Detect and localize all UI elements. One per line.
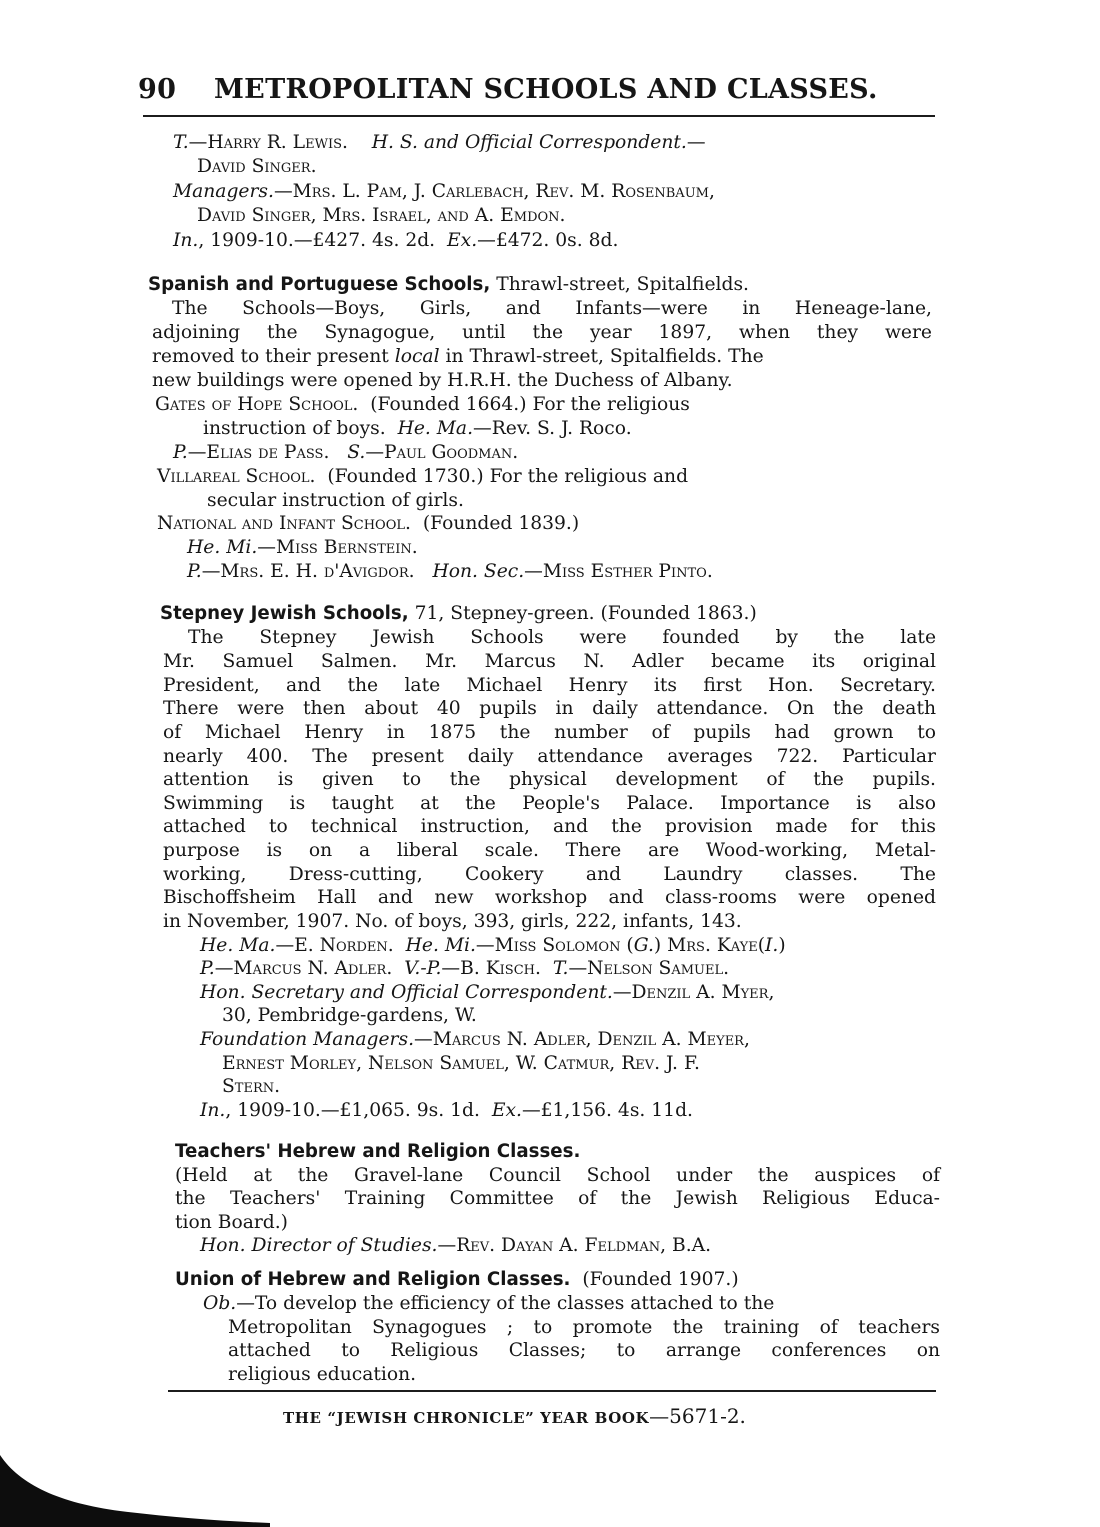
stepney-foundation-line3: Stern.	[222, 1076, 281, 1097]
union-ob-text: —To develop the efficiency of the classes attached to the	[236, 1293, 775, 1314]
expense-value: —£472. 0s. 8d.	[477, 230, 619, 251]
stepney-para-line: President, and the late Michael Henry its first Hon. Secretary.	[163, 675, 936, 696]
teachers-heading: Teachers' Hebrew and Religion Classes.	[175, 1141, 581, 1162]
spanish-heading: Spanish and Portuguese Schools,	[148, 274, 491, 295]
stepney-hemi-g: G.	[633, 935, 654, 956]
block1-hs-name: David Singer.	[197, 156, 317, 177]
page-header	[138, 74, 938, 105]
stepney-income-value: , 1909-10.—£1,065. 9s. 1d.	[225, 1100, 480, 1121]
national-founded: (Founded 1839.)	[422, 513, 580, 534]
stepney-hon-sec-address: 30, Pembridge-gardens, W.	[222, 1005, 477, 1026]
running-title: METROPOLITAN SCHOOLS AND CLASSES.	[214, 74, 878, 105]
stepney-expense-value: —£1,156. 4s. 11d.	[521, 1100, 693, 1121]
stepney-para-line: working, Dress-cutting, Cookery and Laundry classes. The	[163, 864, 936, 885]
gates-line2	[203, 417, 632, 441]
stepney-heading: Stepney Jewish Schools,	[160, 603, 409, 624]
spanish-para-line: adjoining the Synagogue, until the year 1897, when they were	[152, 322, 932, 343]
stepney-para-line: of Michael Henry in 1875 the number of pupils had grown to	[163, 722, 936, 743]
union-heading-line	[175, 1268, 739, 1292]
national-line1	[157, 512, 579, 536]
gates-s-value: —Paul Goodman.	[365, 442, 519, 463]
stepney-para-line: attached to technical instruction, and the provision made for this	[163, 816, 936, 837]
managers-label: Managers.	[173, 181, 274, 202]
union-ob-line2: Metropolitan Synagogues ; to promote the training of teachers	[228, 1317, 940, 1338]
gates-hema-label: He. Ma.	[397, 418, 474, 439]
stepney-income-label: In.	[200, 1100, 226, 1121]
income-label: In.	[173, 230, 199, 251]
gates-name: Gates of Hope School.	[155, 394, 359, 415]
villareal-line2: secular instruction of girls.	[207, 490, 464, 511]
footer-rule	[168, 1390, 936, 1392]
gates-hema-value: —Rev. S. J. Roco.	[473, 418, 632, 439]
national-hemi-value: —Miss Bernstein.	[257, 537, 418, 558]
stepney-t-label: T.	[552, 958, 569, 979]
teachers-para-line: the Teachers' Training Committee of the Jewish Religious Educa-	[175, 1188, 940, 1209]
gates-p-value: —Elias de Pass.	[187, 442, 330, 463]
stepney-hon-sec-value: —Denzil A. Myer,	[612, 982, 775, 1003]
stepney-para-line: Swimming is taught at the People's Palace. Importance is also	[163, 793, 936, 814]
income-value: , 1909-10.—£427. 4s. 2d.	[198, 230, 436, 251]
footer-text: THE “JEWISH CHRONICLE” YEAR BOOK	[283, 1409, 650, 1427]
stepney-p-label: P.	[200, 958, 215, 979]
villareal-desc: (Founded 1730.) For the religious and	[327, 466, 689, 487]
teachers-director-label: Hon. Director of Studies.	[200, 1235, 438, 1256]
stepney-para-line: in November, 1907. No. of boys, 393, girls, 222, infants, 143.	[163, 911, 742, 932]
stepney-foundation-names-1: —Marcus N. Adler, Denzil A. Meyer,	[414, 1029, 750, 1050]
gates-p-label: P.	[173, 442, 188, 463]
union-ob-line1	[203, 1292, 774, 1316]
gates-staff-line	[173, 441, 518, 465]
local-word: local	[394, 346, 440, 367]
stepney-hemi-end: )	[778, 935, 786, 956]
stepney-hon-sec-line	[200, 981, 774, 1005]
page-edge-shadow	[0, 1455, 270, 1527]
stepney-hema-label: He. Ma.	[200, 935, 276, 956]
national-p-value: —Mrs. E. H. d'Avigdor.	[201, 561, 415, 582]
union-ob-line3: attached to Religious Classes; to arrange conferences on	[228, 1340, 940, 1361]
stepney-para-line: nearly 400. The present daily attendance averages 722. Particular	[163, 746, 936, 767]
spanish-para-text: in Thrawl-street, Spitalfields. The	[445, 346, 764, 367]
national-hemi-label: He. Mi.	[187, 537, 258, 558]
gates-s-label: S.	[347, 442, 366, 463]
teachers-para-line: tion Board.)	[175, 1212, 288, 1233]
spanish-para-line-local	[152, 345, 932, 369]
national-name: National and Infant School.	[157, 513, 411, 534]
stepney-expense-label: Ex.	[491, 1100, 522, 1121]
stepney-vp-value: —B. Kisch.	[441, 958, 541, 979]
t-name: Harry R. Lewis.	[207, 132, 348, 153]
stepney-finance-line	[200, 1099, 693, 1123]
stepney-hon-sec-label: Hon. Secretary and Official Correspondent.	[200, 982, 613, 1003]
spanish-heading-line	[148, 273, 749, 297]
spanish-para-text: removed to their present	[152, 346, 395, 367]
stepney-para-line: The Stepney Jewish Schools were founded by the late	[188, 627, 936, 648]
stepney-foundation-line2: Ernest Morley, Nelson Samuel, W. Catmur, Rev. J. F.	[222, 1053, 700, 1074]
national-hemi-line	[187, 536, 418, 560]
stepney-foundation-line1	[200, 1028, 750, 1052]
block1-t-line: T.—Harry R. Lewis. H. S. and Official Correspondent.—	[173, 132, 706, 153]
stepney-address: 71, Stepney-green. (Founded 1863.)	[414, 603, 757, 624]
page-number: 90	[138, 74, 177, 105]
gates-desc: (Founded 1664.) For the religious	[370, 394, 690, 415]
stepney-t-value: —Nelson Samuel.	[568, 958, 730, 979]
stepney-hemi-i: I.	[765, 935, 779, 956]
stepney-para-line: Bischoffsheim Hall and new workshop and class-rooms were opened	[163, 887, 936, 908]
page-footer	[283, 1404, 746, 1428]
spanish-para-line: The Schools—Boys, Girls, and Infants—were in Heneage-lane,	[172, 298, 932, 319]
national-staff-line	[187, 560, 713, 584]
union-ob-line4: religious education.	[228, 1364, 417, 1385]
block1-managers-line2: David Singer, Mrs. Israel, and A. Emdon.	[197, 205, 566, 226]
teachers-director-line	[200, 1234, 711, 1258]
stepney-mistresses-line	[200, 934, 786, 958]
union-founded: (Founded 1907.)	[582, 1269, 739, 1290]
stepney-foundation-label: Foundation Managers.	[200, 1029, 415, 1050]
villareal-name: Villareal School.	[157, 466, 316, 487]
block1-finance-line	[173, 229, 618, 253]
stepney-vp-label: V.-P.	[404, 958, 442, 979]
national-sec-label: Hon. Sec.	[432, 561, 525, 582]
stepney-officers-line	[200, 957, 729, 981]
national-sec-value: —Miss Esther Pinto.	[524, 561, 713, 582]
teachers-para-line: (Held at the Gravel-lane Council School under the auspices of	[175, 1165, 940, 1186]
union-ob-label: Ob.	[203, 1293, 237, 1314]
footer-year: —5671-2.	[649, 1404, 746, 1428]
stepney-para-line: Mr. Samuel Salmen. Mr. Marcus N. Adler became its original	[163, 651, 936, 672]
stepney-hemi-label: He. Mi.	[405, 935, 476, 956]
gates-desc-2: instruction of boys.	[203, 418, 386, 439]
stepney-hema-value: —E. Norden.	[275, 935, 394, 956]
gates-line1	[155, 393, 690, 417]
managers-names-1: Mrs. L. Pam, J. Carlebach, Rev. M. Rosenbaum,	[292, 181, 715, 202]
hs-label: H. S. and Official Correspondent.	[371, 132, 687, 153]
expense-label: Ex.	[447, 230, 478, 251]
block1-managers-line1: Managers.—Mrs. L. Pam, J. Carlebach, Rev. M. Rosenbaum,	[173, 181, 715, 202]
spanish-para-line: new buildings were opened by H.R.H. the Duchess of Albany.	[152, 370, 733, 391]
stepney-heading-line	[160, 602, 757, 626]
header-rule	[143, 115, 935, 117]
stepney-hemi-mid: ) Mrs. Kaye(	[653, 935, 766, 956]
union-heading: Union of Hebrew and Religion Classes.	[175, 1269, 571, 1290]
stepney-para-line: There were then about 40 pupils in daily attendance. On the death	[163, 698, 936, 719]
teachers-director-value: —Rev. Dayan A. Feldman, B.A.	[437, 1235, 712, 1256]
villareal-line1	[157, 465, 688, 489]
stepney-para-line: attention is given to the physical development of the pupils.	[163, 769, 936, 790]
spanish-address: Thrawl-street, Spitalfields.	[496, 274, 749, 295]
national-p-label: P.	[187, 561, 202, 582]
stepney-hemi-value: —Miss Solomon (	[475, 935, 634, 956]
t-label: T.	[173, 132, 189, 153]
stepney-para-line: purpose is on a liberal scale. There are Wood-working, Metal-	[163, 840, 936, 861]
stepney-p-value: —Marcus N. Adler.	[214, 958, 393, 979]
